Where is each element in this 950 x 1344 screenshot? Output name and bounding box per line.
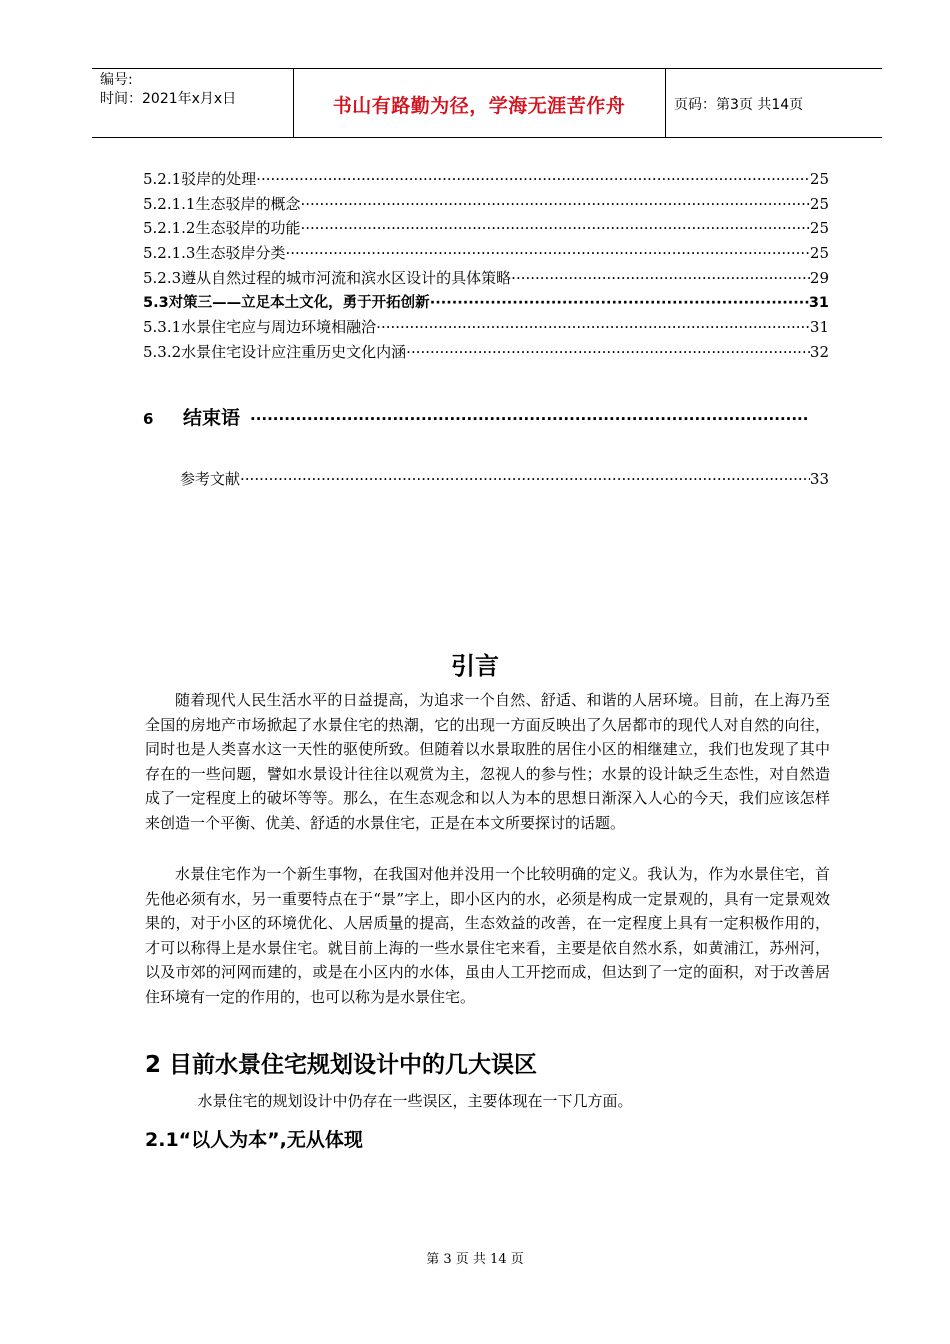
header-page-label: 页码：第3页 共14页 [674, 97, 804, 113]
toc-leader [256, 170, 810, 188]
toc-entry[interactable] [143, 217, 829, 242]
intro-paragraph-2: 水景住宅作为一个新生事物，在我国对他并没用一个比较明确的定义。我认为，作为水景住宅，首先他必须有水，另一重要特点在于“景”字上，即小区内的水，必须是构成一定景观的，具有一定景观效果的，对于小区的环境优化、人居质量的提高，生态效益的改善，在一定程度上具有一定积极作用的，才可以称得上是水景住宅。就目前上海的一些水景住宅来看，主要是依自然水系，如黄浦江，苏州河，以及市郊的河网而建的，或是在小区内的水体，虽由人工开挖而成，但达到了一定的面积，对于改善居住环境有一定的作用的，也可以称为是水景住宅。 [145, 865, 830, 1006]
toc-leader [511, 269, 810, 287]
section-2-paragraph: 水景住宅的规划设计中仍存在一些误区，主要体现在一下几方面。 [197, 1092, 633, 1110]
toc-leader [300, 195, 809, 213]
toc-entry-label: 5.3对策三——立足本土文化，勇于开拓创新 [143, 295, 430, 312]
table-of-contents [143, 168, 829, 366]
header-divider [665, 69, 666, 137]
toc-entry-page: 33 [809, 470, 829, 488]
toc-leader [250, 410, 808, 428]
page-header [92, 68, 882, 138]
time-label: 时间：2021年x月x日 [100, 91, 237, 107]
intro-heading: 引言 [451, 652, 499, 680]
section-heading-2-1: 2.1“以人为本”,无从体现 [145, 1129, 363, 1151]
toc-entry[interactable] [143, 267, 829, 292]
toc-entry-page: 29 [809, 268, 829, 287]
toc-entry[interactable] [143, 193, 829, 218]
header-meta [100, 71, 290, 109]
toc-entry-label: 参考文献 [180, 470, 241, 488]
toc-entry[interactable] [143, 291, 829, 316]
toc-entry[interactable] [143, 242, 829, 267]
toc-entry-page: 25 [809, 244, 829, 263]
toc-entry-label: 5.2.3遵从自然过程的城市河流和滨水区设计的具体策略 [143, 268, 512, 287]
toc-chapter-6[interactable] [143, 403, 808, 430]
toc-entry-page: 31 [808, 295, 829, 312]
header-motto: 书山有路勤为径，学海无涯苦作舟 [332, 95, 626, 117]
toc-chapter-label: 结束语 [183, 407, 241, 429]
section-heading-2: 2 目前水景住宅规划设计中的几大误区 [145, 1052, 538, 1078]
intro-paragraph-1: 随着现代人民生活水平的日益提高，为追求一个自然、舒适、和谐的人居环境。目前，在上海乃至全国的房地产市场掀起了水景住宅的热潮，它的出现一方面反映出了久居都市的现代人对自然的向往，同时也是人类喜水这一天性的驱使所致。但随着以水景取胜的居住小区的相继建立，我们也发现了其中存在的一些问题，譬如水景设计往往以观赏为主，忽视人的参与性；水景的设计缺乏生态性，对自然造成了一定程度上的破坏等等。那么，在生态观念和以人为本的思想日渐深入人心的今天，我们应该怎样来创造一个平衡、优美、舒适的水景住宅，正是在本文所要探讨的话题。 [145, 691, 830, 832]
toc-references[interactable] [180, 468, 829, 493]
toc-leader [430, 295, 809, 311]
page-footer: 第 3 页 共 14 页 [426, 1252, 524, 1267]
toc-entry-page: 25 [809, 170, 829, 188]
toc-entry-page: 25 [809, 219, 829, 238]
toc-entry-page: 31 [809, 318, 829, 337]
toc-leader [300, 219, 809, 237]
toc-entry-label: 5.3.1水景住宅应与周边环境相融洽 [143, 318, 377, 337]
toc-entry-page: 32 [809, 342, 829, 361]
toc-leader [406, 343, 810, 361]
number-label: 编号: [100, 72, 133, 88]
toc-leader [240, 470, 810, 488]
toc-entry-label: 5.3.2水景住宅设计应注重历史文化内涵 [143, 342, 407, 361]
toc-entry-page: 25 [809, 194, 829, 213]
toc-entry[interactable] [143, 316, 829, 341]
toc-chapter-number: 6 [143, 410, 154, 428]
toc-entry-label: 5.2.1.3生态驳岸分类 [143, 244, 286, 263]
toc-entry-label: 5.2.1.2生态驳岸的功能 [143, 219, 301, 238]
toc-entry[interactable] [143, 341, 829, 366]
toc-leader [285, 244, 809, 262]
toc-entry[interactable] [143, 168, 829, 193]
toc-entry-label: 5.2.1驳岸的处理 [143, 170, 257, 188]
toc-entry-label: 5.2.1.1生态驳岸的概念 [143, 194, 301, 213]
toc-leader [376, 318, 810, 336]
